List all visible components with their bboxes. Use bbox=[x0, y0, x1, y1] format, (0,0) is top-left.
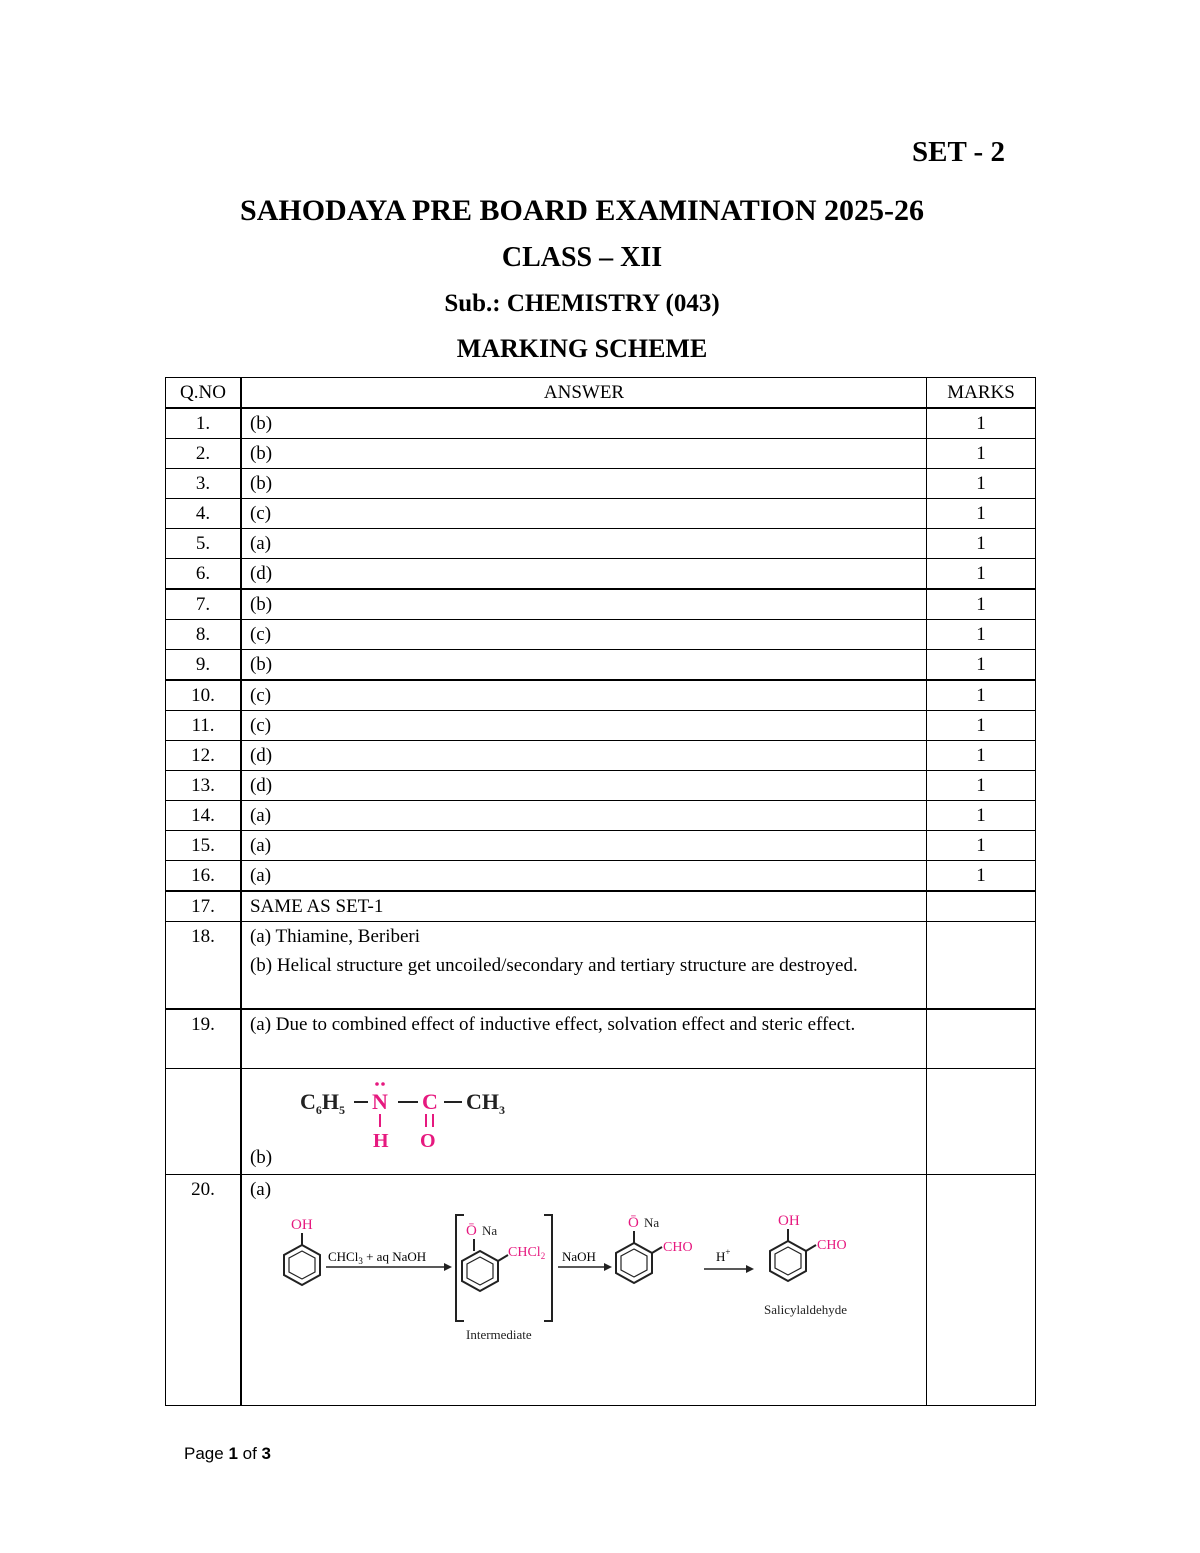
answer-cell: (c) bbox=[241, 680, 927, 711]
table-row bbox=[166, 741, 1036, 771]
reagent-1: CHCl$_3$ + aq NaOH bbox=[327, 1249, 427, 1266]
table-row bbox=[166, 680, 1036, 711]
marks-cell: 1 bbox=[927, 469, 1036, 499]
qno-cell: 6. bbox=[166, 559, 241, 590]
bracket-right bbox=[544, 1215, 552, 1321]
marks-cell: 1 bbox=[927, 831, 1036, 861]
o-minus-2: Ō bbox=[627, 1215, 639, 1231]
table-row bbox=[166, 891, 1036, 922]
marks-cell: 1 bbox=[927, 439, 1036, 469]
acetanilide-structure bbox=[292, 1075, 592, 1155]
marks-cell: 1 bbox=[927, 559, 1036, 590]
struct-nh: H bbox=[372, 1130, 389, 1152]
marking-scheme-table bbox=[165, 377, 1036, 1406]
table-row bbox=[166, 831, 1036, 861]
marks-cell: 1 bbox=[927, 680, 1036, 711]
cho-label-1: CHO bbox=[662, 1240, 693, 1255]
table-row bbox=[166, 559, 1036, 590]
table-row bbox=[166, 529, 1036, 559]
marks-cell: 1 bbox=[927, 711, 1036, 741]
set-label: SET - 2 bbox=[912, 136, 1005, 168]
table-row bbox=[166, 408, 1036, 439]
footer-page: 1 bbox=[228, 1444, 238, 1463]
header-qno: Q.NO bbox=[166, 378, 241, 409]
answer-cell: (b) bbox=[241, 439, 927, 469]
answer-cell: (a) bbox=[241, 529, 927, 559]
marks-cell bbox=[927, 891, 1036, 922]
struct-n: N bbox=[371, 1089, 388, 1114]
answer-19a: (a) Due to combined effect of inductive effect, solvation effect and steric effect. bbox=[249, 1014, 856, 1035]
qno-cell: 12. bbox=[166, 741, 241, 771]
intermediate-label: Intermediate bbox=[465, 1327, 532, 1341]
na-plus-1: Na bbox=[481, 1223, 498, 1238]
oh-label: OH bbox=[290, 1217, 313, 1233]
marks-cell: 1 bbox=[927, 620, 1036, 650]
table-row bbox=[166, 620, 1036, 650]
qno-cell: 19. bbox=[166, 1009, 241, 1069]
o-minus-1: Ō bbox=[465, 1223, 477, 1239]
marks-cell: 1 bbox=[927, 408, 1036, 439]
answer-cell: (b) bbox=[241, 589, 927, 620]
qno-cell: 8. bbox=[166, 620, 241, 650]
answer-cell: SAME AS SET-1 bbox=[241, 891, 927, 922]
table-row bbox=[166, 861, 1036, 892]
answer-cell: (b) bbox=[241, 469, 927, 499]
table-row-19b bbox=[166, 1069, 1036, 1175]
qno-cell: 3. bbox=[166, 469, 241, 499]
qno-cell: 20. bbox=[166, 1175, 241, 1406]
struct-c6h5: $C_6H_5$ bbox=[299, 1089, 345, 1117]
marks-cell: 1 bbox=[927, 861, 1036, 892]
qno-cell: 5. bbox=[166, 529, 241, 559]
reimer-tiemann-scheme bbox=[268, 1211, 888, 1341]
answer-cell: (d) bbox=[241, 771, 927, 801]
qno-cell: 1. bbox=[166, 408, 241, 439]
chcl2-label: CHCl$_2$ bbox=[507, 1245, 546, 1261]
qno-cell: 13. bbox=[166, 771, 241, 801]
table-row-19 bbox=[166, 1009, 1036, 1069]
cho-label-2: CHO bbox=[816, 1238, 847, 1253]
table-row bbox=[166, 499, 1036, 529]
footer-total: 3 bbox=[261, 1444, 271, 1463]
answer-cell: (d) bbox=[241, 559, 927, 590]
lone-pair-dot bbox=[375, 1082, 379, 1086]
page-footer bbox=[184, 1444, 271, 1464]
struct-o: O bbox=[419, 1130, 436, 1152]
answer-cell: (b) bbox=[241, 650, 927, 681]
lone-pair-dot bbox=[381, 1082, 385, 1086]
table-row bbox=[166, 801, 1036, 831]
table-row bbox=[166, 469, 1036, 499]
qno-cell bbox=[166, 1069, 241, 1175]
table-row bbox=[166, 771, 1036, 801]
answer-20a-label: (a) bbox=[249, 1179, 272, 1200]
answer-cell: (b) bbox=[241, 408, 927, 439]
answer-cell: (c) bbox=[241, 620, 927, 650]
header-marks: MARKS bbox=[927, 378, 1036, 409]
answer-cell: (a) bbox=[241, 801, 927, 831]
answer-18a: (a) Thiamine, Beriberi bbox=[249, 926, 421, 947]
answer-cell: (a) bbox=[241, 831, 927, 861]
marks-cell: 1 bbox=[927, 771, 1036, 801]
marks-cell: 1 bbox=[927, 589, 1036, 620]
marks-cell bbox=[927, 1069, 1036, 1175]
qno-cell: 4. bbox=[166, 499, 241, 529]
marks-cell: 1 bbox=[927, 499, 1036, 529]
oh-label-2: OH bbox=[777, 1213, 800, 1229]
marks-cell: 1 bbox=[927, 801, 1036, 831]
qno-cell: 18. bbox=[166, 922, 241, 1010]
qno-cell: 7. bbox=[166, 589, 241, 620]
table-row-20 bbox=[166, 1175, 1036, 1406]
marks-cell bbox=[927, 1175, 1036, 1406]
answer-cell: (a) bbox=[241, 861, 927, 892]
marks-cell bbox=[927, 1009, 1036, 1069]
table-row bbox=[166, 439, 1036, 469]
answer-18b: (b) Helical structure get uncoiled/secondary and tertiary structure are destroyed. bbox=[249, 955, 858, 976]
table-row bbox=[166, 711, 1036, 741]
answer-cell: (d) bbox=[241, 741, 927, 771]
header-answer: ANSWER bbox=[241, 378, 927, 409]
table-row-18 bbox=[166, 922, 1036, 1010]
marks-cell: 1 bbox=[927, 741, 1036, 771]
subject-label: Sub.: CHEMISTRY (043) bbox=[444, 290, 720, 317]
class-label: CLASS – XII bbox=[501, 242, 663, 273]
qno-cell: 2. bbox=[166, 439, 241, 469]
table-header-row bbox=[166, 378, 1036, 409]
na-plus-2: Na bbox=[643, 1215, 660, 1230]
qno-cell: 14. bbox=[166, 801, 241, 831]
qno-cell: 11. bbox=[166, 711, 241, 741]
table-row bbox=[166, 589, 1036, 620]
answer-cell: (c) bbox=[241, 499, 927, 529]
qno-cell: 10. bbox=[166, 680, 241, 711]
answer-19b-label: (b) bbox=[249, 1147, 273, 1168]
footer-prefix: Page bbox=[184, 1444, 229, 1463]
scheme-title: MARKING SCHEME bbox=[456, 334, 708, 363]
qno-cell: 16. bbox=[166, 861, 241, 892]
exam-title: SAHODAYA PRE BOARD EXAMINATION 2025-26 bbox=[240, 194, 924, 227]
marks-cell bbox=[927, 922, 1036, 1010]
table-row bbox=[166, 650, 1036, 681]
qno-cell: 9. bbox=[166, 650, 241, 681]
reagent-3: H+ bbox=[715, 1247, 731, 1264]
marks-cell: 1 bbox=[927, 650, 1036, 681]
footer-mid: of bbox=[237, 1444, 262, 1463]
product-label: Salicylaldehyde bbox=[763, 1302, 847, 1317]
qno-cell: 15. bbox=[166, 831, 241, 861]
marks-cell: 1 bbox=[927, 529, 1036, 559]
struct-ch3: $CH_3$ bbox=[465, 1089, 505, 1117]
qno-cell: 17. bbox=[166, 891, 241, 922]
reagent-2: NaOH bbox=[561, 1249, 596, 1264]
answer-cell: (c) bbox=[241, 711, 927, 741]
struct-c: C bbox=[421, 1089, 438, 1114]
